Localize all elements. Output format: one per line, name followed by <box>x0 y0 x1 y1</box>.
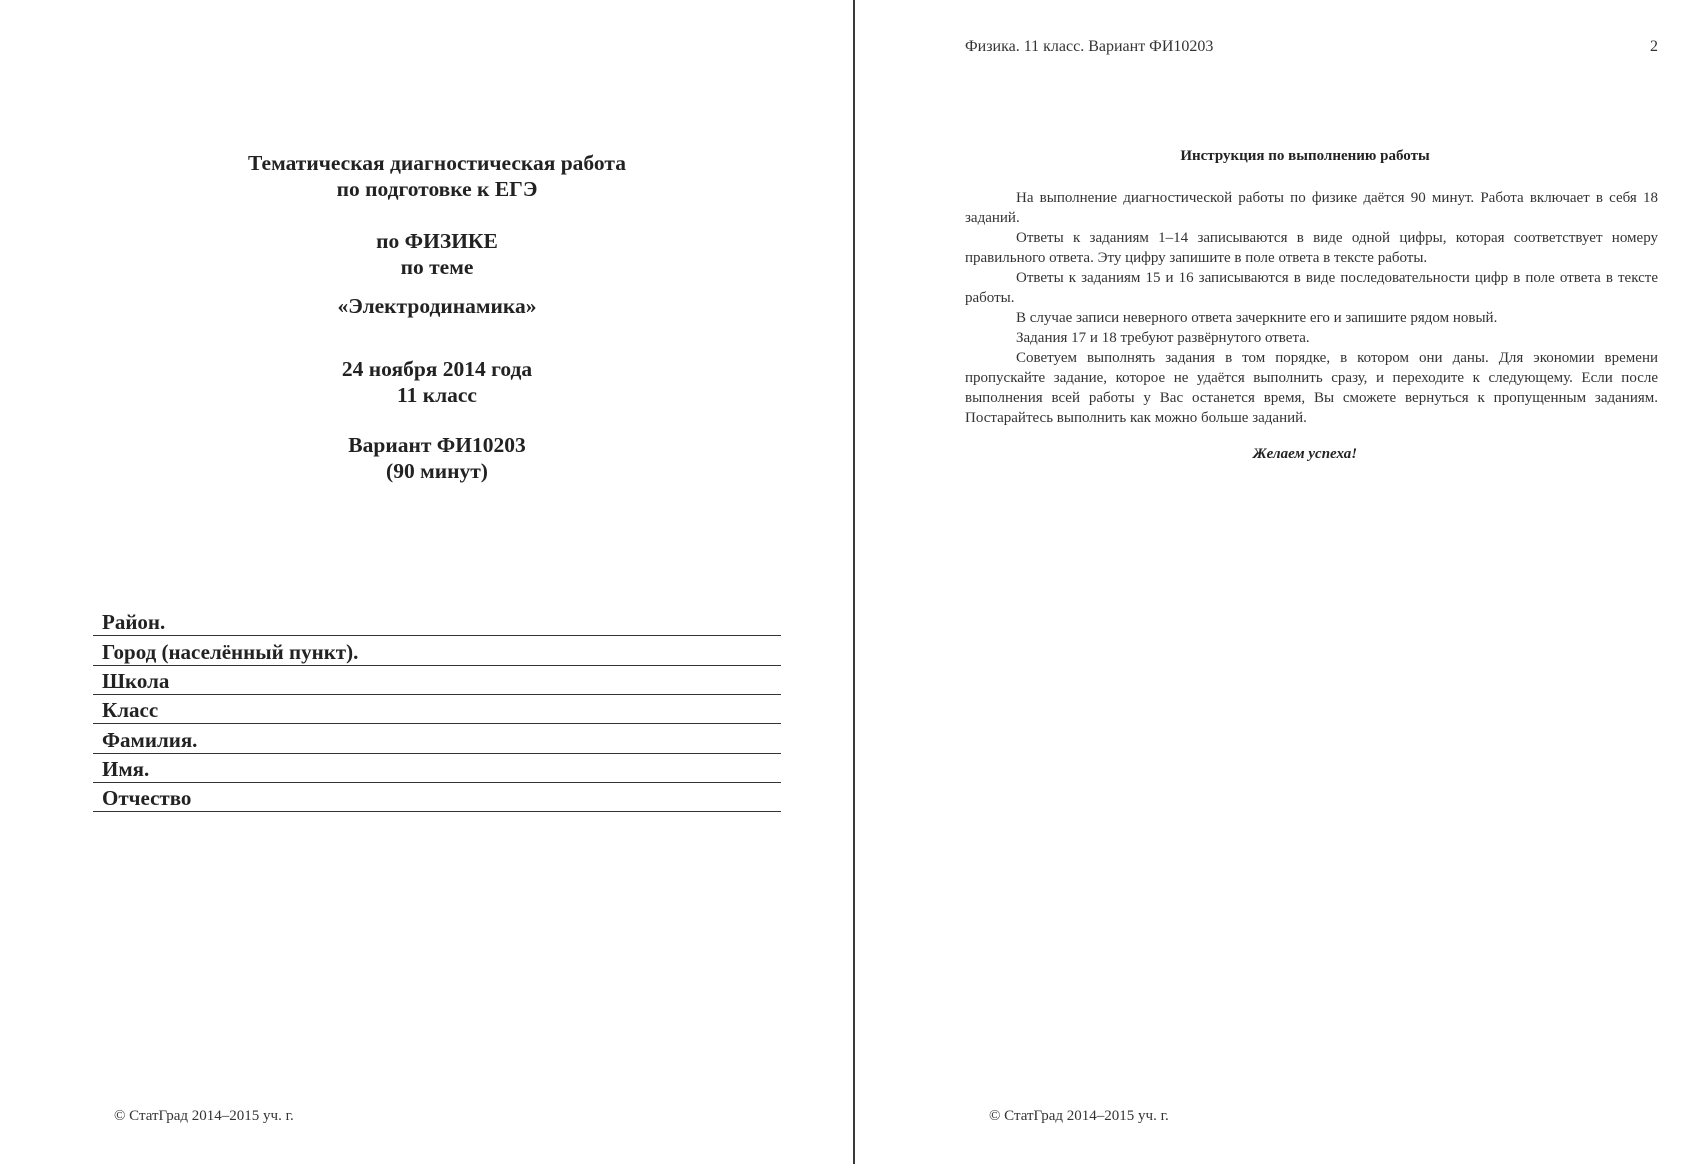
form-field-school[interactable] <box>93 666 781 695</box>
subject-line: по ФИЗИКЕ <box>376 229 498 253</box>
form-field-label: Фамилия. <box>102 728 198 752</box>
title-line: по подготовке к ЕГЭ <box>336 177 538 201</box>
form-field-city[interactable] <box>93 637 781 666</box>
grade-line: 11 класс <box>397 383 477 407</box>
good-luck-text: Желаем успеха! <box>1252 446 1358 462</box>
form-field-label: Школа <box>102 669 170 693</box>
title-line: Тематическая диагностическая работа <box>248 151 626 175</box>
form-field-class[interactable] <box>93 695 781 724</box>
instruction-paragraph: В случае записи неверного ответа зачеркните его и запишите рядом новый. <box>1016 310 1498 326</box>
variant-block <box>0 432 874 484</box>
date-line: 24 ноября 2014 года <box>341 357 533 381</box>
form-field-label: Город (населённый пункт). <box>102 640 359 664</box>
instructions-body <box>965 188 1658 428</box>
form-field-district[interactable] <box>93 607 781 636</box>
instructions-title: Инструкция по выполнению работы <box>1180 148 1430 164</box>
subject-block <box>0 228 874 280</box>
copyright-footer: © СтатГрад 2014–2015 уч. г. <box>989 1108 1169 1124</box>
subject-line: по теме <box>400 255 474 279</box>
form-field-surname[interactable] <box>93 725 781 754</box>
date-block <box>0 356 874 408</box>
variant-line: Вариант ФИ10203 <box>348 433 526 457</box>
right-page <box>855 0 1708 1164</box>
copyright-footer: © СтатГрад 2014–2015 уч. г. <box>114 1108 294 1124</box>
form-field-label: Отчество <box>102 786 192 810</box>
instruction-paragraph: Ответы к заданиям 15 и 16 записываются в виде последовательности цифр в поле ответа в тексте работы. <box>965 270 1658 306</box>
form-field-label: Класс <box>102 698 159 722</box>
instruction-paragraph: На выполнение диагностической работы по физике даётся 90 минут. Работа включает в себя 18 заданий. <box>965 190 1658 226</box>
form-field-name[interactable] <box>93 754 781 783</box>
topic-title: «Электродинамика» <box>337 294 537 318</box>
form-field-label: Район. <box>102 610 166 634</box>
document-title <box>0 150 874 202</box>
form-field-patronymic[interactable] <box>93 783 781 812</box>
duration-line: (90 минут) <box>386 459 488 483</box>
form-field-label: Имя. <box>102 757 150 781</box>
page-number: 2 <box>1650 38 1658 55</box>
instruction-paragraph: Ответы к заданиям 1–14 записываются в виде одной цифры, которая соответствует номеру правильного ответа. Эту цифру запишите в поле ответа в тексте работы. <box>965 230 1658 266</box>
instruction-paragraph: Советуем выполнять задания в том порядке, в котором они даны. Для экономии времени пропускайте задание, которое не удаётся выполнить сразу, и переходите к следующему. Если после выполнения всей работы у Вас останется время, Вы сможете вернуться к пропущенным заданиям. Постарайтесь выполнить как можно больше заданий. <box>965 350 1658 426</box>
instruction-paragraph: Задания 17 и 18 требуют развёрнутого ответа. <box>1016 330 1310 346</box>
running-header: Физика. 11 класс. Вариант ФИ10203 <box>965 38 1214 55</box>
